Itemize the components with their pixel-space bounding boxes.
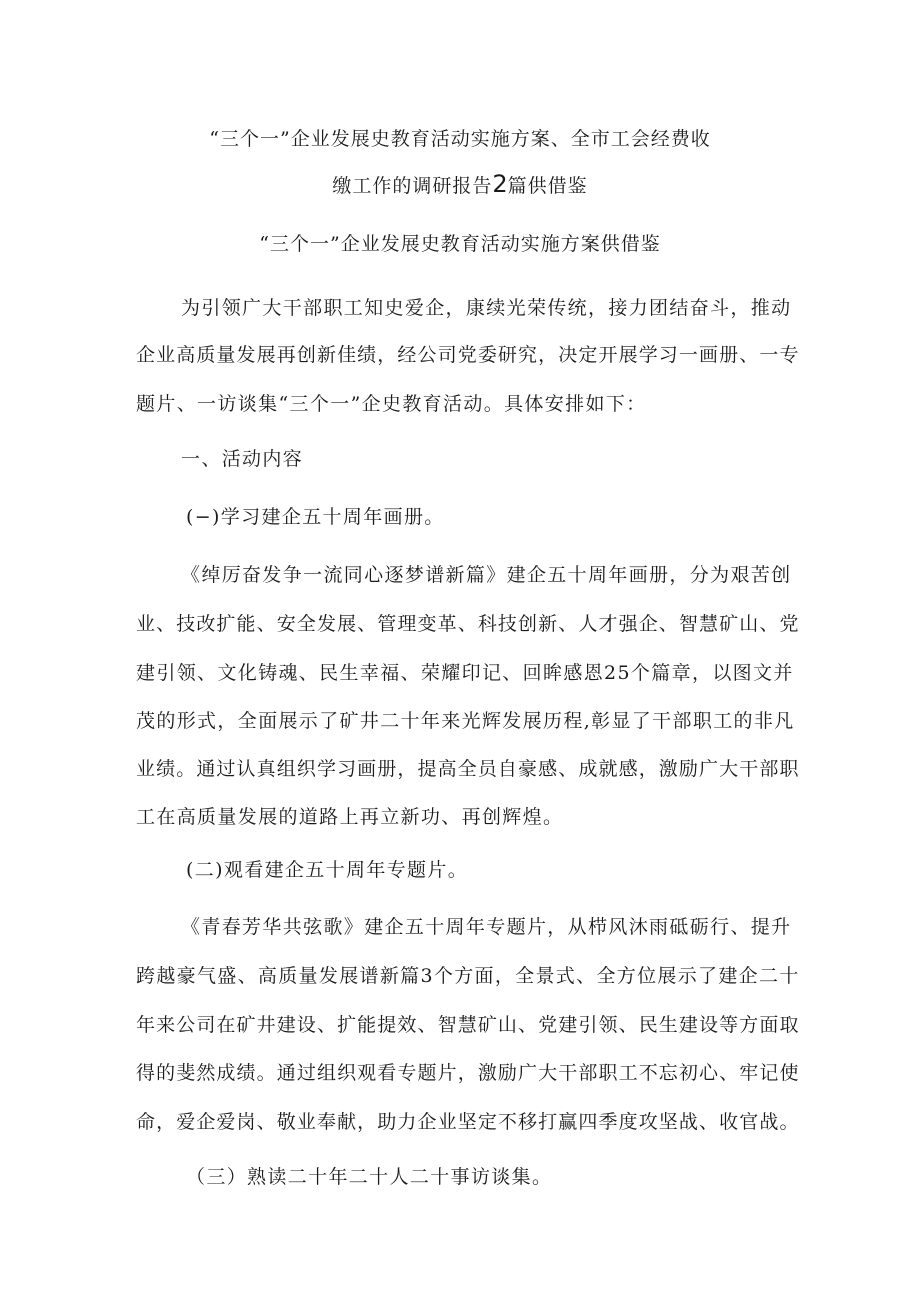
title-line2-number: 2: [492, 170, 508, 198]
document-title-line2: [0, 170, 920, 198]
title-line2-prefix: 缴工作的调研报告: [332, 175, 493, 197]
item1-line-5: 业绩。通过认真组织学习画册，提高全员自豪感、成就感，激励广大干部职: [136, 758, 800, 780]
item3-heading: （三）熟读二十年二十人二十事访谈集。: [186, 1166, 553, 1188]
item1-heading: (−)学习建企五十周年画册。: [186, 506, 445, 528]
intro-line-2: 企业高质量发展再创新佳绩，经公司党委研究，决定开展学习一画册、一专: [136, 344, 800, 366]
item2-line-4: 得的斐然成绩。通过组织观看专题片，激励广大干部职工不忘初心、牢记使: [136, 1062, 800, 1084]
document-subtitle: “三个一”企业发展史教育活动实施方案供借鉴: [259, 233, 661, 255]
item1-line-6: 工在高质量发展的道路上再立新功、再创辉煌。: [136, 806, 564, 828]
item1-line-1: 《绰厉奋发争一流同心逐梦谱新篇》建企五十周年画册，分为艰苦创: [181, 564, 792, 586]
item2-line-5: 命，爱企爱岗、敬业奉献，助力企业坚定不移打赢四季度攻坚战、收官战。: [136, 1111, 800, 1133]
document-title-line1: “三个一”企业发展史教育活动实施方案、全市工会经费收: [209, 128, 711, 150]
item2-line-3: 年来公司在矿井建设、扩能提效、智慧矿山、党建引领、民生建设等方面取: [136, 1014, 800, 1036]
title-line2-suffix: 篇供借鉴: [507, 175, 588, 197]
item1-line-3: 建引领、文化铸魂、民生幸福、荣耀印记、回眸感恩25个篇章，以图文并: [136, 662, 794, 684]
intro-line-3: 题片、一访谈集“三个一”企史教育活动。具体安排如下：: [136, 393, 647, 415]
item2-heading: (二)观看建企五十周年专题片。: [186, 859, 469, 881]
section1-heading: 一、活动内容: [181, 448, 304, 470]
item1-line-2: 业、技改扩能、安全发展、管理变革、科技创新、人才强企、智慧矿山、党: [136, 613, 800, 635]
item2-line-1: 《青春芳华共弦歌》建企五十周年专题片，从栉风沐雨砥砺行、提升: [181, 916, 792, 938]
item1-line-4: 茂的形式，全面展示了矿井二十年来光辉发展历程,彰显了干部职工的非凡: [136, 710, 795, 732]
intro-line-1: 为引领广大干部职工知史爱企，康续光荣传统，接力团结奋斗，推动: [181, 297, 792, 319]
item2-line-2: 跨越豪气盛、高质量发展谱新篇3个方面，全景式、全方位展示了建企二十: [136, 965, 800, 987]
